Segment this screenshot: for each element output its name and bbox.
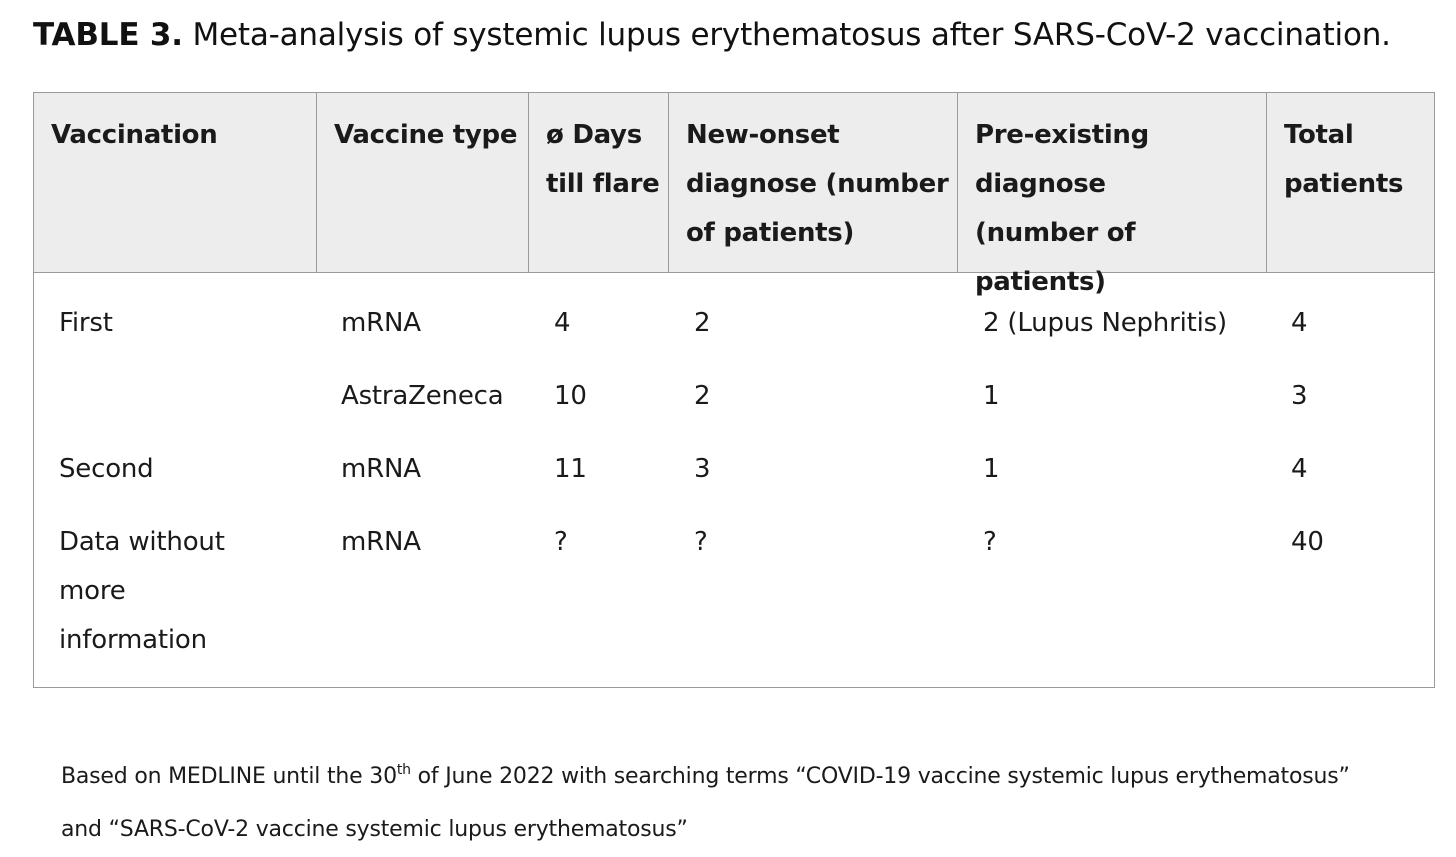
header-total-patients: Total patients	[1266, 93, 1434, 272]
cell-vaccination: Data without more information	[59, 527, 225, 655]
header-days-till-flare: ø Days till flare	[528, 93, 668, 272]
table-header-row	[34, 93, 1434, 297]
footnote-line-1	[61, 750, 1350, 803]
footnote-line-1-start: Based on MEDLINE until the 30	[61, 764, 397, 789]
cell-pre-existing: 1	[983, 454, 1000, 484]
footnote-line-2: and “SARS-CoV-2 vaccine systemic lupus erythematosus”	[61, 817, 688, 842]
cell-new-onset: 3	[694, 454, 711, 484]
header-pre-existing: Pre-existing diagnose (number of patients)	[957, 93, 1266, 272]
cell-days-till-flare: ?	[554, 527, 568, 557]
cell-vaccination: Second	[59, 454, 154, 484]
cell-vaccine-type: mRNA	[341, 527, 421, 557]
header-new-onset: New-onset diagnose (number of patients)	[668, 93, 957, 272]
cell-total-patients: 4	[1291, 308, 1308, 338]
header-vaccination: Vaccination	[51, 120, 218, 150]
cell-vaccine-type: mRNA	[341, 308, 421, 338]
table-footnote	[61, 750, 1350, 856]
cell-pre-existing: 2 (Lupus Nephritis)	[983, 308, 1227, 338]
cell-total-patients: 40	[1291, 527, 1324, 557]
table-caption-label: TABLE 3.	[33, 17, 183, 53]
cell-new-onset: 2	[694, 381, 711, 411]
header-vaccine-type: Vaccine type	[316, 93, 528, 272]
cell-days-till-flare: 4	[554, 308, 571, 338]
results-table	[33, 92, 1435, 688]
cell-vaccination: First	[59, 308, 113, 338]
cell-days-till-flare: 10	[554, 381, 587, 411]
cell-pre-existing: 1	[983, 381, 1000, 411]
table-caption	[33, 14, 1391, 56]
cell-total-patients: 3	[1291, 381, 1308, 411]
cell-pre-existing: ?	[983, 527, 997, 557]
cell-new-onset: ?	[694, 527, 708, 557]
cell-days-till-flare: 11	[554, 454, 587, 484]
table-caption-text: Meta-analysis of systemic lupus erythematosus after SARS-CoV-2 vaccination.	[182, 17, 1391, 53]
cell-new-onset: 2	[694, 308, 711, 338]
footnote-line-1-end: of June 2022 with searching terms “COVID-19 vaccine systemic lupus erythematosus”	[410, 764, 1350, 789]
footnote-superscript: th	[396, 762, 411, 778]
cell-vaccine-type: mRNA	[341, 454, 421, 484]
cell-total-patients: 4	[1291, 454, 1308, 484]
cell-vaccine-type: AstraZeneca	[341, 381, 504, 411]
